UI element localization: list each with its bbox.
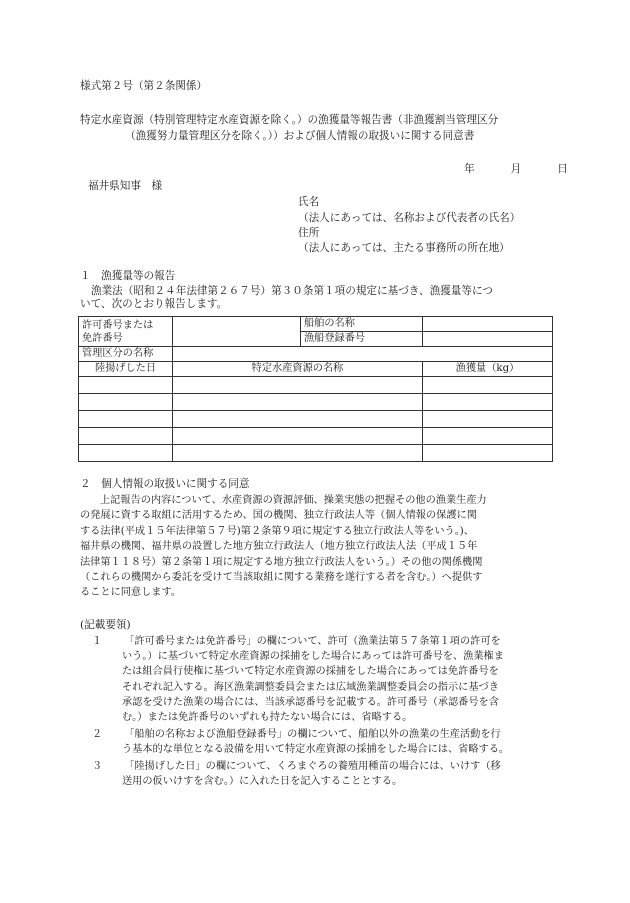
catch-cell[interactable] <box>423 428 553 445</box>
date-cell[interactable] <box>79 445 173 462</box>
note-line: ２ 「船舶の名称および漁船登録番号」の欄について、船舶以外の漁業の生産活動を行 <box>92 729 501 740</box>
permit-number-cell[interactable] <box>173 317 301 347</box>
applicant-name-label: 氏名 <box>298 196 320 208</box>
note-line: それぞれ記入する。海区漁業調整委員会または広域漁業調整委員会の指示に基づき <box>122 681 499 693</box>
table-row <box>79 317 553 332</box>
vessel-name-cell[interactable] <box>423 317 553 332</box>
table-row <box>79 411 553 428</box>
note-line: ３ 「陸揚げした日」の欄について、くろまぐろの養殖用種苗の場合には、いけす（移 <box>92 761 501 772</box>
table-header-row <box>79 362 553 377</box>
section1-line: 漁業法（昭和２４年法律第２６７号）第３０条第１項の規定に基づき、漁獲量等につ <box>91 285 493 297</box>
note-number: ３ <box>92 761 103 772</box>
note-1 <box>92 634 504 725</box>
note-line: む。）または免許番号のいずれも持たない場合には、省略する。 <box>122 712 413 724</box>
note-number: ２ <box>92 729 103 740</box>
section2-line: 福井県の機関、福井県の設置した地方独立行政法人（地方独立行政法人法（平成１５年 <box>80 541 478 553</box>
permit-label: 許可番号または 免許番号 <box>79 317 173 347</box>
note-line: たは組合員行使権に基づいて特定水産資源の採捕をした場合にあっては免許番号を <box>122 666 499 678</box>
catch-report-table <box>78 316 553 462</box>
notes-heading: (記載要領) <box>80 619 131 631</box>
table-row <box>79 394 553 411</box>
resource-cell[interactable] <box>173 394 423 411</box>
note-line: いう。）に基づいて特定水産資源の採捕をした場合にあっては許可番号を、漁業権ま <box>122 651 504 663</box>
catch-cell[interactable] <box>423 394 553 411</box>
resource-cell[interactable] <box>173 445 423 462</box>
date-line <box>464 163 568 176</box>
mgmt-cell[interactable] <box>173 347 553 362</box>
note-line: １ 「許可番号または免許番号」の欄について、許可（漁業法第５７条第１項の許可を <box>92 636 501 647</box>
section2-line: ることに同意します。 <box>80 587 182 599</box>
col-date-header: 陸揚げした日 <box>79 362 173 377</box>
resource-cell[interactable] <box>173 428 423 445</box>
note-line: 承認を受けた漁業の場合には、当該承認番号を記載する。許可番号（承認番号を含 <box>122 696 499 708</box>
date-cell[interactable] <box>79 394 173 411</box>
table-row <box>79 347 553 362</box>
date-cell[interactable] <box>79 377 173 394</box>
section2-line: する法律(平成１５年法律第５７号)第２条第９項に規定する独立行政法人等をいう。)、 <box>80 525 474 537</box>
table-row <box>79 377 553 394</box>
mgmt-label: 管理区分の名称 <box>79 347 173 362</box>
form-number: 様式第２号（第２条関係） <box>80 80 208 92</box>
col-catch-header: 漁獲量（kg） <box>423 362 553 377</box>
section2-heading: ２ 個人情報の取扱いに関する同意 <box>80 478 250 490</box>
section1-heading: １ 漁獲量等の報告 <box>80 270 176 282</box>
table-row <box>79 445 553 462</box>
resource-cell[interactable] <box>173 411 423 428</box>
catch-cell[interactable] <box>423 445 553 462</box>
table-row <box>79 428 553 445</box>
section2-line: 上記報告の内容について、水産資源の資源評価、操業実態の把握その他の漁業生産力 <box>100 495 487 506</box>
catch-cell[interactable] <box>423 377 553 394</box>
resource-cell[interactable] <box>173 377 423 394</box>
section2-body <box>80 493 487 601</box>
note-3 <box>92 759 501 789</box>
title-line-2: （漁獲努力量管理区分を除く。））および個人情報の取扱いに関する同意書 <box>125 130 475 142</box>
date-cell[interactable] <box>79 428 173 445</box>
vessel-reg-label: 漁船登録番号 <box>301 332 423 347</box>
section2-line: （これらの機関から委託を受けて当該取組に関する業務を遂行する者を含む。）へ提供す <box>80 572 483 584</box>
note-number: １ <box>92 636 103 647</box>
date-year: 年 <box>464 163 475 175</box>
col-resource-header: 特定水産資源の名称 <box>173 362 423 377</box>
note-2 <box>92 727 509 757</box>
date-month: 月 <box>510 163 522 175</box>
applicant-address-note: （法人にあっては、主たる事務所の所在地） <box>298 242 510 254</box>
section2-line: の発展に資する取組に活用するため、国の機関、独立行政法人等（個人情報の保護に関 <box>80 510 477 522</box>
applicant-address-label: 住所 <box>298 227 320 239</box>
vessel-reg-cell[interactable] <box>423 332 553 347</box>
addressee: 福井県知事 様 <box>88 180 163 192</box>
section1-line: いて、次のとおり報告します。 <box>80 298 228 310</box>
section1-body <box>80 285 493 311</box>
note-line: 送用の仮いけすを含む。）に入れた日を記入することとする。 <box>122 776 403 788</box>
note-line: う基本的な単位となる設備を用いて特定水産資源の採捕をした場合には、省略する。 <box>122 744 510 756</box>
section2-line: 法律第１１８号）第２条第１項に規定する地方独立行政法人をいう。）その他の関係機関 <box>80 556 483 568</box>
title-line-1: 特定水産資源（特別管理特定水産資源を除く。）の漁獲量等報告書（非漁獲割当管理区分 <box>80 114 499 126</box>
date-cell[interactable] <box>79 411 173 428</box>
catch-cell[interactable] <box>423 411 553 428</box>
applicant-name-note: （法人にあっては、名称および代表者の氏名） <box>298 212 521 224</box>
date-day: 日 <box>557 163 568 175</box>
vessel-name-label: 船舶の名称 <box>301 317 423 332</box>
